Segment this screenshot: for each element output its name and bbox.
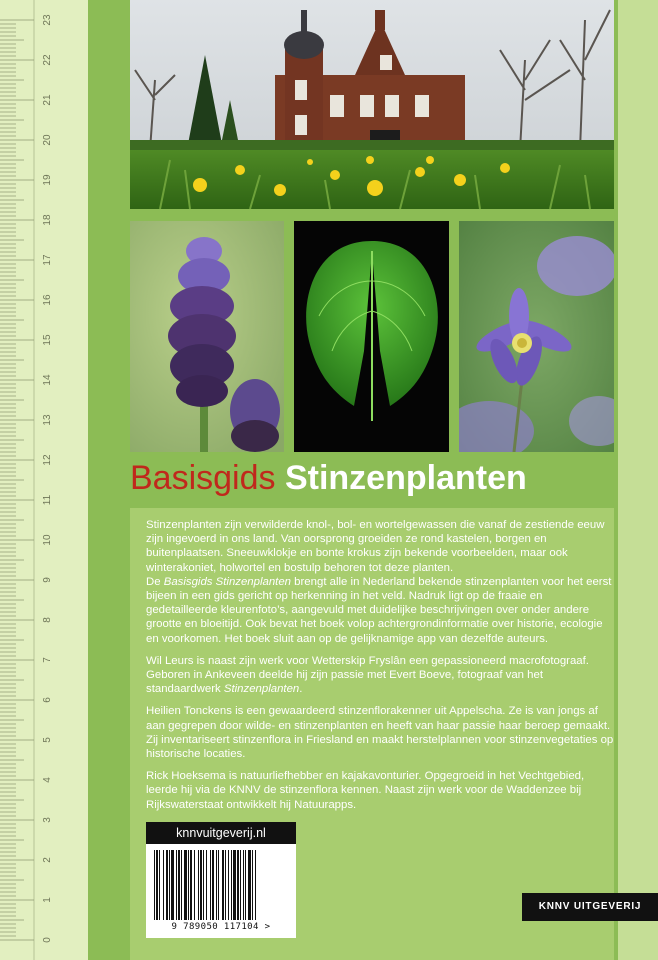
ruler-label: 19 [42,174,53,186]
barcode-bar [233,850,236,920]
ruler-label: 22 [42,54,53,66]
barcode-bar [216,850,217,920]
barcode-bar [163,850,164,920]
ruler-label: 12 [42,454,53,466]
barcode-bar [243,850,244,920]
barcode-bar [166,850,168,920]
title-part-basisgids: Basisgids [130,459,276,497]
publisher-website: knnvuitgeverij.nl [146,822,296,844]
barcode-bar [231,850,232,920]
barcode-bar [200,850,202,920]
blurb-paragraph-intro: Stinzenplanten zijn verwilderde knol-, bol- en wortelgewassen die vanaf de zestiende eeuw zijn ingevoerd in ons land. Van oorsprong groeiden ze rond kastelen, borgen en buitenplaatsen. Sneeuwklokje en bonte krokus zijn bekende voorbeelden, maar ook winterakoniet, holwortel en bostulp behoren tot deze planten. [146,519,605,574]
barcode-bar [159,850,160,920]
ruler-label: 6 [42,697,53,703]
author-bio-rick-hoeksema: Rick Hoeksema is natuurliefhebber en kajakavonturier. Opgegroeid in het Vechtgebied, leerde hij via de KNNV de stinzenflora kennen. Naast zijn werk voor de Waddenzee bij Rijkswaterstaat ontwikkelt hij Natuurapps. [146,770,585,811]
barcode-bar [178,850,180,920]
barcode-bar [190,850,192,920]
barcode-bar [222,850,224,920]
isbn-barcode [154,850,288,922]
ruler-label: 11 [42,494,53,506]
ruler-label: 15 [42,334,53,346]
anemone-photo [459,221,614,452]
isbn-number: 9 789050 117104 > [171,922,271,932]
ruler-label: 16 [42,294,53,306]
barcode-bar [225,850,226,920]
book-title [130,458,620,498]
book-title-italic: Basisgids Stinzenplanten [163,575,292,588]
ruler-label: 2 [42,857,53,863]
ruler-label: 13 [42,414,53,426]
barcode-bar [203,850,204,920]
barcode-bar [154,850,155,920]
barcode-bar [206,850,207,920]
leaf-photo [294,221,449,452]
barcode-bar [210,850,211,920]
ruler-label: 23 [42,14,53,26]
barcode-bar [194,850,195,920]
blurb-paragraph-book: De Basisgids Stinzenplanten brengt alle in Nederland bekende stinzenplanten voor het eerst bijeen in een gids gericht op herkenning in het veld. Nadruk ligt op de fraaie en gedetailleerde kleurenfoto’s, aangevuld met duidelijke beschrijvingen over onder andere grootte en bloeitijd. Ook bevat het boek volop achtergrondinformatie over historie, ecologie en voorkomen. Het boek sluit aan op de gelijknamige app van dezelfde auteurs. [146,575,612,645]
ruler-label: 14 [42,374,53,386]
barcode-bar [198,850,199,920]
barcode-bar [171,850,174,920]
blurb [146,518,614,820]
barcode-bar [252,850,253,920]
right-edge-strip [618,0,658,960]
barcode-bar [245,850,246,920]
ruler-label: 4 [42,777,53,783]
ruler-label: 8 [42,617,53,623]
barcode-bar [240,850,241,920]
barcode-bar [176,850,177,920]
barcode-bar [184,850,187,920]
barcode-bar [237,850,239,920]
ruler-label: 0 [42,937,53,943]
grape-hyacinth-photo [130,221,284,452]
barcode-bar [218,850,219,920]
barcode-bar [228,850,229,920]
barcode-bar [156,850,158,920]
author-bio-heilien-tonckens: Heilien Tonckens is een gewaardeerd stinzenflorakenner uit Appelscha. Ze is van jongs af aan gegrepen door wilde- en stinzenplanten en heeft van haar passie haar beroep gemaakt. Zij inventariseert stinzenflora in Friesland en maakt herstelplannen voor stinzenvegetaties op historische locaties. [146,705,614,761]
ruler-label: 21 [42,94,53,106]
ruler-label: 7 [42,657,53,663]
castle-photo [130,0,614,209]
ruler-label: 10 [42,534,53,546]
ruler-scale [0,0,88,960]
barcode-bar [255,850,256,920]
barcode-bar [212,850,214,920]
title-part-stinzenplanten: Stinzenplanten [284,459,527,497]
ruler-label: 18 [42,214,53,226]
barcode-bar [169,850,170,920]
work-title-italic: Stinzenplanten [223,683,300,696]
barcode-bar [188,850,189,920]
ruler-label: 17 [42,254,53,266]
ruler-label: 1 [42,897,53,903]
ruler-label: 3 [42,817,53,823]
barcode-bar [181,850,182,920]
ruler-label: 9 [42,577,53,583]
ruler-label: 5 [42,737,53,743]
publisher-logo: KNNV UITGEVERIJ [522,893,658,921]
barcode-bar [248,850,251,920]
ruler-label: 20 [42,134,53,146]
ruler [0,0,88,960]
barcode-box [146,822,296,938]
author-bio-wil-leurs: Wil Leurs is naast zijn werk voor Wetterskip Fryslân een gepassioneerd macrofotograaf. Geboren in Ankeveen deelde hij zijn passie met Evert Boeve, fotograaf van het standaardwerk Stinzenplanten. [146,654,589,696]
